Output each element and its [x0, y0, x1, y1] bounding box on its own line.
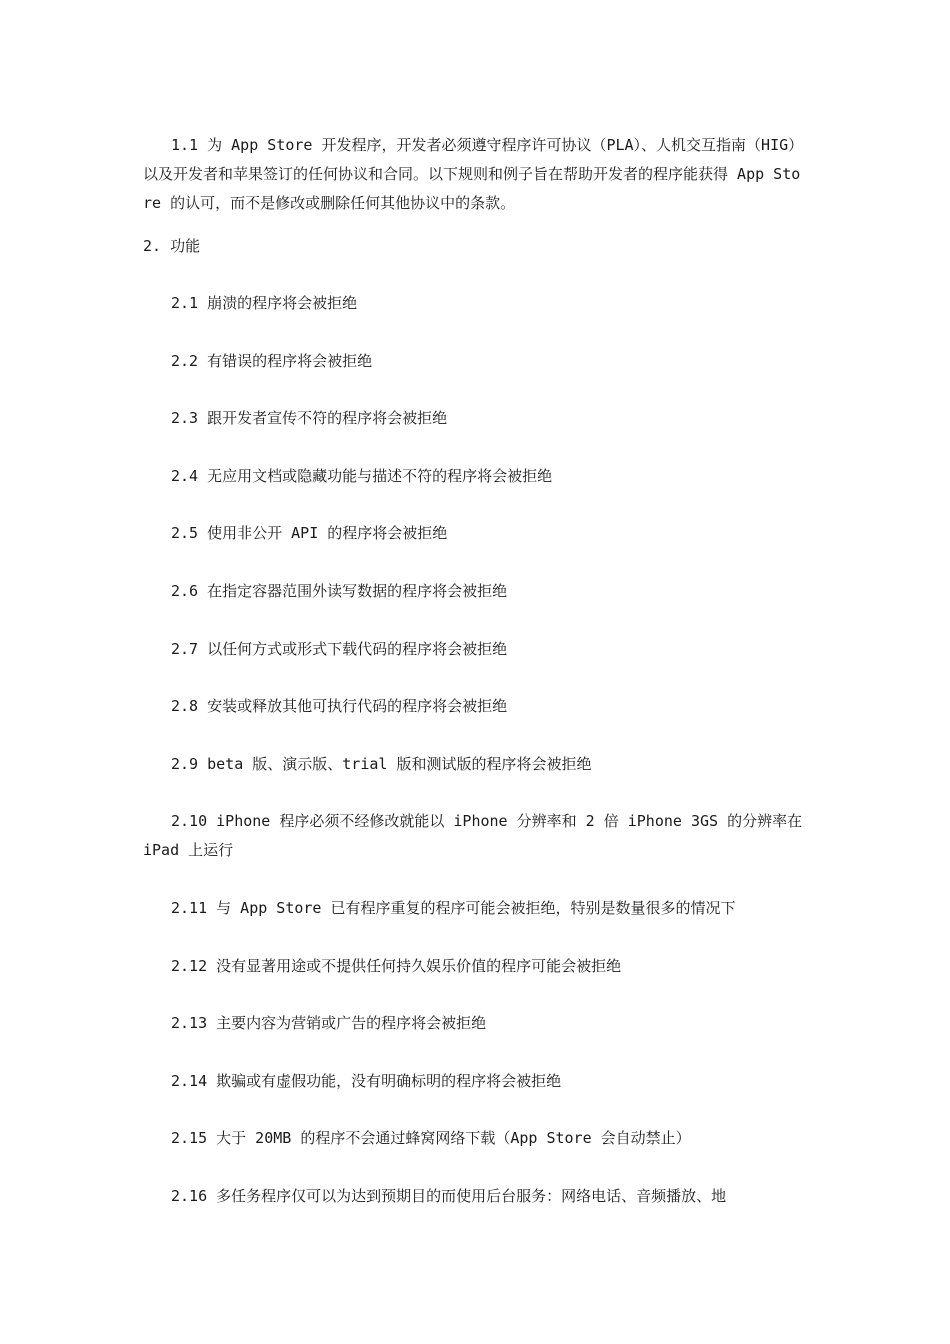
- list-item: 2.1 崩溃的程序将会被拒绝: [171, 294, 358, 312]
- list-item: 2.6 在指定容器范围外读写数据的程序将会被拒绝: [171, 581, 508, 600]
- list-item: 2.5 使用非公开 API 的程序将会被拒绝: [171, 524, 448, 543]
- intro-paragraph: 1.1 为 App Store 开发程序，开发者必须遵守程序许可协议（PLA）、人机交互指南（HIG）以及开发者和苹果签订的任何协议和合同。以下规则和例子旨在帮助开发者的程序能获得 App Store 的认可，而不是修改或删除任何其他协议中的条款。: [143, 136, 804, 212]
- list-item: 2.8 安装或释放其他可执行代码的程序将会被拒绝: [171, 697, 508, 716]
- list-item: 2.15 大于 20MB 的程序不会通过蜂窝网络下载（App Store 会自动禁止）: [171, 1129, 691, 1148]
- list-item: 2.9 beta 版、演示版、trial 版和测试版的程序将会被拒绝: [171, 754, 592, 773]
- list-item: 2.4 无应用文档或隐藏功能与描述不符的程序将会被拒绝: [171, 466, 553, 485]
- list-item: 2.10 iPhone 程序必须不经修改就能以 iPhone 分辨率和 2 倍 iPhone 3GS 的分辨率在 iPad 上运行: [143, 812, 803, 860]
- list-item: 2.2 有错误的程序将会被拒绝: [171, 351, 373, 370]
- list-item: 2.11 与 App Store 已有程序重复的程序可能会被拒绝，特别是数量很多的情况下: [171, 898, 736, 917]
- list-item: 2.3 跟开发者宣传不符的程序将会被拒绝: [171, 409, 448, 428]
- rules-list: [143, 289, 807, 1240]
- list-item: 2.7 以任何方式或形式下载代码的程序将会被拒绝: [171, 639, 508, 658]
- list-item: 2.16 多任务程序仅可以为达到预期目的而使用后台服务：网络电话、音频播放、地: [171, 1186, 727, 1205]
- list-item: 2.12 没有显著用途或不提供任何持久娱乐价值的程序可能会被拒绝: [171, 956, 622, 975]
- section-heading: 2. 功能: [143, 237, 201, 255]
- list-item: 2.14 欺骗或有虚假功能，没有明确标明的程序将会被拒绝: [171, 1071, 562, 1090]
- list-item: 2.13 主要内容为营销或广告的程序将会被拒绝: [171, 1014, 487, 1033]
